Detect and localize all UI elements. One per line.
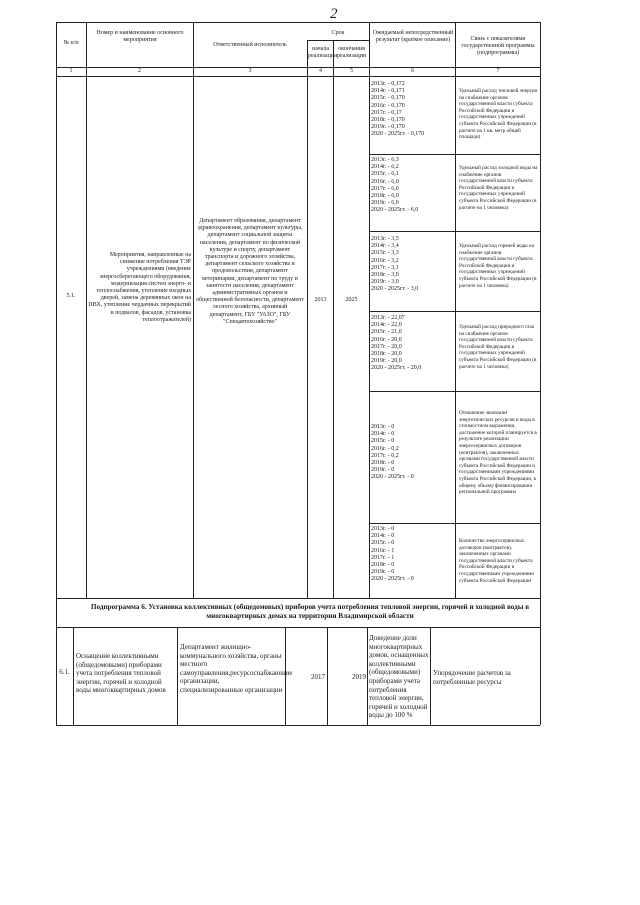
index-cell: 3 <box>248 68 252 74</box>
header-col-start: начала реализации <box>308 46 338 60</box>
header-col-result: Ожидаемый непосредственный результат (краткое описание) <box>372 30 454 44</box>
expected-result-savings: 2013г. - 0 2014г. - 0 2015г. - 0 2016г. - 0,2 2017г. - 0,2 2018г. - 0 2019г. - 0 2020 - 2025гг. - 0 <box>371 424 414 481</box>
indicator-heat: Удельный расход тепловой энергии на снабжение органов государственной власти субъекта Российской Федерации и государственных учреждений субъекта Российской Федерации (в расчете на 1 кв. метр общей площади) <box>459 88 538 141</box>
expected-result-hot-water: 2013г. - 3,5 2014г. - 3,4 2015г. - 3,3 2016г. - 3,2 2017г. - 3,1 2018г. - 3,0 2019г. - 3,0 2020 - 2025гг. - 3,0 <box>371 236 419 293</box>
header-col-link: Связь с показателями государственной программы (подпрограммы) <box>461 36 535 57</box>
indicator-cold-water: Удельный расход холодной воды на снабжение органов государственной власти субъекта Российской Федерации и государственных учреждений субъекта Российской Федерации (в расчете на 1 человека) <box>459 165 538 211</box>
header-col-name: Номер и наименование основного мероприятия <box>96 30 184 44</box>
activity-name: Оснащение коллективными (общедомовыми) приборами учета потребления тепловой энергии, горячей и холодной воды многоквартирных домов <box>76 652 166 695</box>
index-cell: 6 <box>411 68 414 74</box>
end-year: 2025 <box>345 297 358 303</box>
expected-result: Доведение доли многоквартирных домов, оснащенных коллективными (общедомовыми) приборами учета потребления тепловой энергии, горячей и холодной воды до 100 % <box>369 634 429 720</box>
indicator-link: Упорядочение расчетов за потребленные ресурсы <box>433 669 511 686</box>
index-cell: 4 <box>319 68 322 74</box>
responsible-executor: Департамент образования, департамент здравоохранения, департамент культуры, департамент социальной защиты населения, департамент по физической культуре и спорту, департамент транспорта и дорожного хозяйства, департамент сельского хозяйства и продовольствия, департамент ветеринарии, департамент по труду и занятости населения, департамент административных органов и общественной безопасности, департамент лесного хозяйства, архивный департамент, ГБУ "УАЗО", ГБУ "Спецавтохозяйство" <box>196 218 304 325</box>
indicator-savings: Отношение экономии энергетических ресурсов и воды в стоимостном выражении, достижение которой планируется в результате реализации энергосервисных договоров (контрактов), заключенных органами государственной власти субъекта Российской Федерации и государственными учреждениями субъекта Российской Федерации, к общему объему финансирования региональной программы <box>459 410 537 496</box>
header-col-term: Срок <box>331 30 345 36</box>
header-col-end: окончания реализации <box>336 46 367 60</box>
index-cell: 7 <box>496 68 500 74</box>
header-col-executor: Ответственный исполнитель <box>213 42 287 48</box>
header-col-num: № п/п <box>63 40 79 46</box>
activity-name: Мероприятия, направленные на снижение потребления ТЭР учреждениями (введение энергосберегающего оборудования, модернизация систем энерго- и теплоснабжения, утепление входных дверей, замена деревянных окон на ПВХ, утепление чердачных перекрытий и подвалов, фасадов, установка теплоотражателей) <box>88 252 191 323</box>
indicator-contracts: Количество энергосервисных договоров (контрактов), заключенных органами государственной власти субъекта Российской Федерации и государственными учреждениями субъекта Российской Федерации <box>459 538 535 584</box>
page-number: 2 <box>330 6 338 22</box>
index-cell: 2 <box>138 68 141 74</box>
start-year: 2013 <box>314 297 327 303</box>
expected-result-heat: 2013г. - 0,172 2014г. - 0,171 2015г. - 0,170 2016г. - 0,170 2017г. - 0,17 2018г. - 0,170 2019г. - 0,170 2020 - 2025гг. - 0,170 <box>371 81 425 138</box>
subprogram-title: Подпрограмма 6. Установка коллективных (общедомовых) приборов учета потребления тепловой энергии, горячей и холодной воды в многоквартирных домах на территории Владимирской области <box>90 603 530 620</box>
indicator-gas: Удельный расход природного газа на снабжение органов государственной власти субъекта Российской Федерации и государственных учреждений субъекта Российской Федерации (в расчете на 1 человека) <box>459 324 537 370</box>
row-number: 5.1. <box>66 293 76 299</box>
indicator-hot-water: Удельный расход горячей воды на снабжение органов государственной власти субъекта Российской Федерации и государственных учреждений субъекта Российской Федерации (в расчете на 1 человека) <box>459 243 537 289</box>
row-number: 6.1. <box>59 668 70 676</box>
start-year: 2017 <box>311 673 325 681</box>
index-cell: 5 <box>350 68 353 74</box>
index-cell: 1 <box>69 68 73 74</box>
responsible-executor: Департамент жилищно-коммунального хозяйства, органы местного самоуправления,ресурсоснабжающие организации, специализированные организации <box>180 643 293 694</box>
expected-result-contracts: 2013г. - 0 2014г. - 0 2015г. - 0 2016г. - 1 2017г. - 1 2018г. - 0 2019г. - 0 2020 - 2025гг. - 0 <box>371 526 414 583</box>
expected-result-gas: 2013г. - 22,07 2014г. - 22,0 2015г. - 21,0 2016г. - 20,0 2017г. - 20,0 2018г. - 20,0 2019г. - 20,0 2020 - 2025гг. - 20,0 <box>371 315 422 372</box>
expected-result-cold-water: 2013г. - 6,3 2014г. - 6,2 2015г. - 6,1 2016г. - 6,0 2017г. - 6,0 2018г. - 6,0 2019г. - 6,0 2020 - 2025гг. - 6,0 <box>371 157 419 214</box>
end-year: 2019 <box>352 673 366 681</box>
